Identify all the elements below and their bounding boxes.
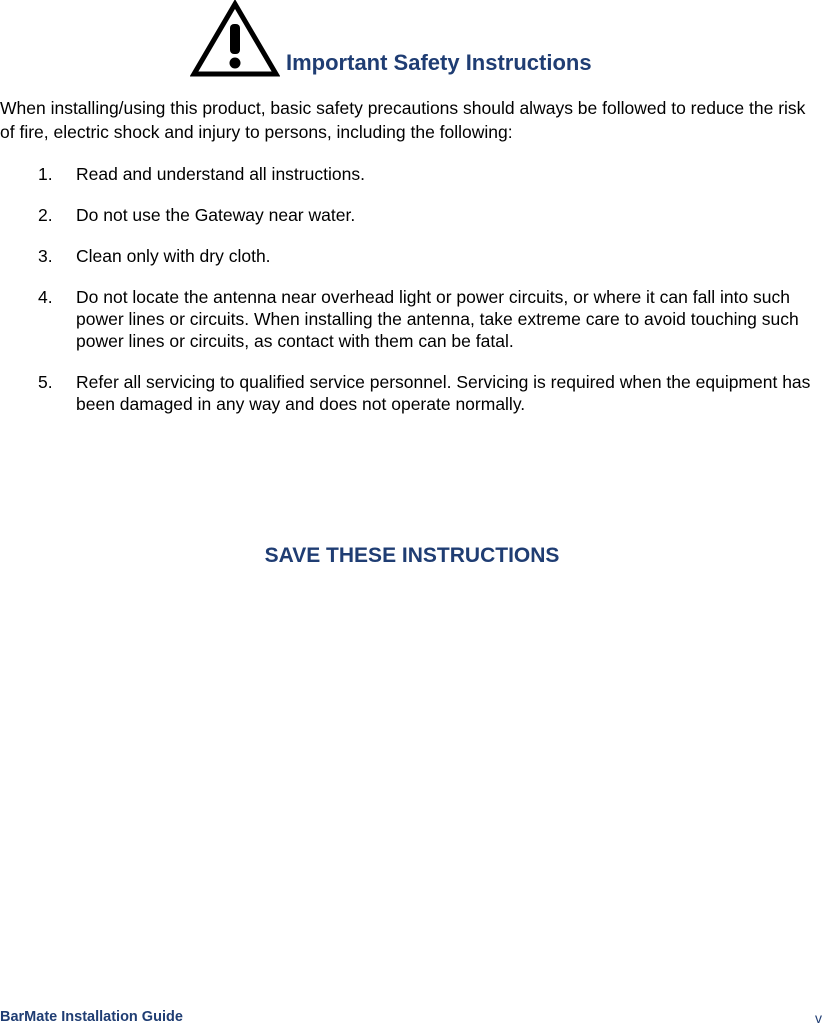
safety-header [190,0,592,78]
list-item [0,204,824,226]
step-number: 1. [38,164,53,184]
step-number: 3. [38,246,53,266]
warning-triangle-icon [190,0,280,78]
safety-steps-list [0,163,824,434]
list-item [0,245,824,267]
step-text: Do not locate the antenna near overhead light or power circuits, or where it can fall into such power lines or circuits. When installing the antenna, take extreme care to avoid touching such power lines or circuits, as contact with them can be fatal. [76,287,799,351]
footer-doc-title: BarMate Installation Guide [0,1009,183,1025]
list-item [0,371,824,415]
save-instructions-heading: SAVE THESE INSTRUCTIONS [264,544,560,567]
step-text: Do not use the Gateway near water. [76,205,356,225]
list-item [0,163,824,185]
step-number: 5. [38,372,53,392]
step-text: Refer all servicing to qualified service personnel. Servicing is required when the equipment has been damaged in any way and does not operate normally. [76,372,811,414]
list-item [0,286,824,352]
step-text: Read and understand all instructions. [76,164,365,184]
intro-paragraph: When installing/using this product, basic safety precautions should always be followed to reduce the risk of fire, electric shock and injury to persons, including the following: [0,98,806,142]
step-number: 2. [38,205,53,225]
step-number: 4. [38,287,53,307]
footer-page-number: v [815,1010,822,1026]
step-text: Clean only with dry cloth. [76,246,271,266]
page-title: Important Safety Instructions [286,50,592,75]
